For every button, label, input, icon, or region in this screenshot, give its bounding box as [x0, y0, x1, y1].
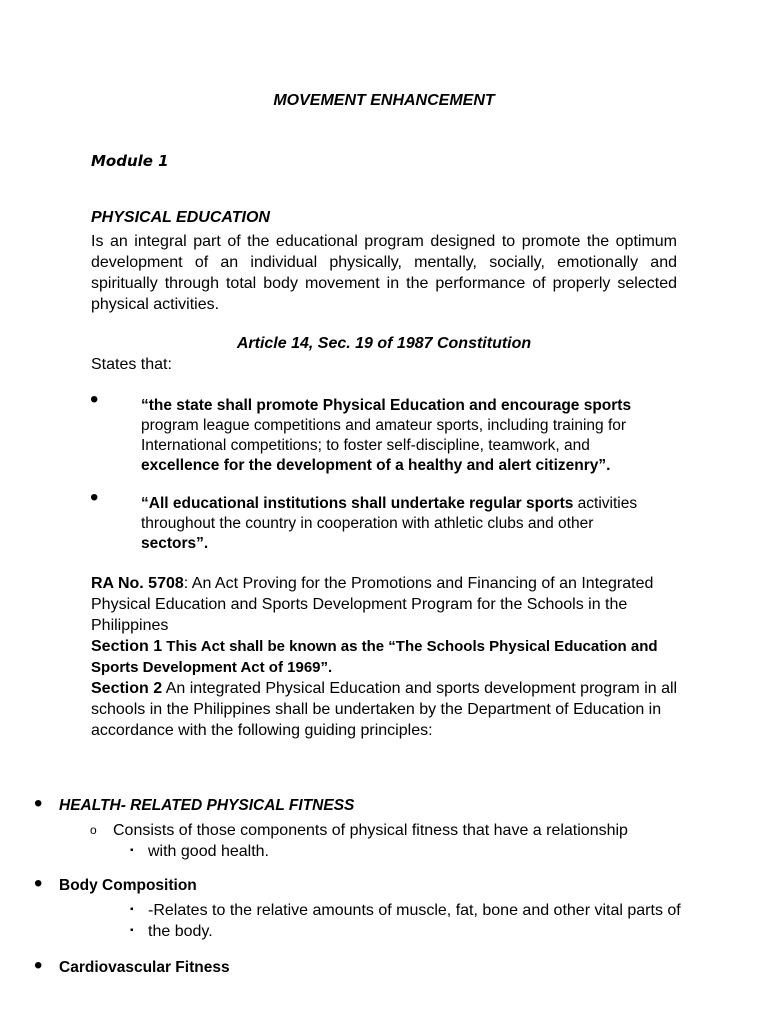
square-bullet-icon: ▪	[130, 904, 134, 915]
square-bullet-icon: ▪	[130, 925, 134, 936]
quote-item	[141, 396, 701, 476]
body-sub-text: the body.	[148, 923, 213, 940]
bullet-icon: •	[90, 484, 99, 511]
ra-label: RA No. 5708	[91, 575, 184, 592]
section1-label: Section 1	[91, 638, 163, 655]
square-bullet-icon: ▪	[130, 845, 134, 856]
quote-text: program league competitions and amateur sports, including training for International competitions; to foster self-discipline, teamwork, and	[141, 417, 627, 454]
ra-section	[91, 573, 691, 741]
section2-text: An integrated Physical Education and sports development program in all schools in the Philippines shall be undertaken by the Department of Education in accordance with the following guiding principles:	[91, 680, 678, 739]
quote-text: activities throughout the country in cooperation with athletic clubs and other	[141, 495, 638, 532]
article-heading: Article 14, Sec. 19 of 1987 Constitution	[236, 335, 532, 352]
body-sub-text: -Relates to the relative amounts of muscle, fat, bone and other vital parts of	[148, 902, 681, 919]
bullet-icon: •	[34, 952, 43, 979]
hrpf-heading: HEALTH- RELATED PHYSICAL FITNESS	[59, 797, 355, 814]
hrpf-sub-text: with good health.	[148, 843, 269, 860]
body-composition-heading: Body Composition	[59, 877, 197, 894]
quote-bold-end: sectors”.	[141, 535, 209, 552]
hrpf-sub-text: Consists of those components of physical fitness that have a relationship	[113, 822, 628, 839]
quote-bold-start: “the state shall promote Physical Education and encourage sports	[141, 397, 632, 414]
bullet-icon: •	[90, 386, 99, 413]
quote-bold-start: “All educational institutions shall undertake regular sports	[141, 495, 574, 512]
cardiovascular-heading: Cardiovascular Fitness	[59, 959, 230, 976]
ra-text: : An Act Proving for the Promotions and Financing of an Integrated Physical Education and Sports Development Program for the Schools in the Philippines	[91, 575, 654, 634]
bullet-icon: •	[34, 870, 43, 897]
section2-label: Section 2	[91, 680, 163, 697]
pe-definition: Is an integral part of the educational program designed to promote the optimum development of an individual physically, mentally, socially, emotionally and spiritually through total body movement in the performance of properly selected physical activities.	[91, 233, 677, 313]
states-that: States that:	[91, 356, 172, 373]
quote-item	[141, 494, 701, 554]
circle-bullet-icon: o	[90, 823, 97, 837]
quote-bold-end: excellence for the development of a healthy and alert citizenry”.	[141, 457, 611, 474]
section1-text: This Act shall be known as the “The Schools Physical Education and Sports Development Act of 1969”.	[91, 638, 658, 676]
module-label: Module 1	[91, 152, 169, 170]
pe-heading: PHYSICAL EDUCATION	[91, 209, 270, 226]
document-title: MOVEMENT ENHANCEMENT	[273, 92, 495, 109]
bullet-icon: •	[34, 790, 43, 817]
